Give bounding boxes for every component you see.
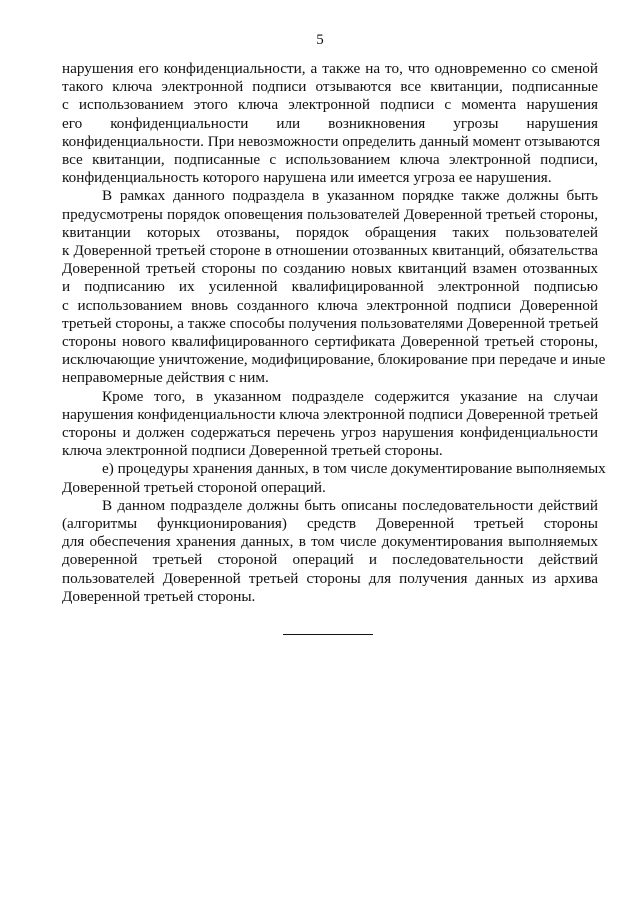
text-line: такого ключа электронной подписи отзываются все квитанции, подписанные bbox=[62, 78, 598, 96]
paragraph bbox=[62, 187, 606, 387]
text-line: предусмотрены порядок оповещения пользователей Доверенной третьей стороны, bbox=[62, 205, 598, 223]
text-line: пользователей Доверенной третьей стороны для получения данных из архива bbox=[62, 569, 598, 587]
document-body bbox=[62, 60, 606, 606]
text-line: квитанции которых отозваны, порядок обращения таких пользователей bbox=[62, 223, 598, 241]
text-line: (алгоритмы функционирования) средств Доверенной третьей стороны bbox=[62, 515, 598, 533]
paragraph bbox=[62, 388, 598, 461]
text-line: стороны нового квалифицированного сертификата Доверенной третьей стороны, bbox=[62, 333, 598, 351]
text-line: Доверенной третьей стороны. bbox=[62, 587, 256, 605]
text-line: с использованием этого ключа электронной подписи с момента нарушения bbox=[62, 96, 598, 114]
text-line: с использованием вновь созданного ключа электронной подписи Доверенной bbox=[62, 296, 598, 314]
text-line: е) процедуры хранения данных, в том числе документирование выполняемых bbox=[102, 460, 606, 478]
text-line: доверенной третьей стороной операций и последовательности действий bbox=[62, 551, 598, 569]
text-line: конфиденциальность которого нарушена или имеется угроза ее нарушения. bbox=[62, 169, 552, 187]
text-line: третьей стороны, а также способы получения пользователями Доверенной третьей bbox=[62, 314, 599, 332]
text-line: его конфиденциальности или возникновения угрозы нарушения bbox=[62, 114, 598, 132]
text-line: исключающие уничтожение, модифицирование, блокирование при передаче и иные bbox=[62, 351, 606, 369]
paragraph bbox=[62, 60, 601, 187]
page-number: 5 bbox=[316, 32, 324, 48]
text-line: конфиденциальности. При невозможности определить данный момент отзываются bbox=[62, 132, 601, 150]
text-line: все квитанции, подписанные с использованием ключа электронной подписи, bbox=[62, 151, 598, 169]
text-line: Доверенной третьей стороны по созданию новых квитанций взамен отозванных bbox=[62, 260, 598, 278]
text-line: для обеспечения хранения данных, в том числе документирования выполняемых bbox=[62, 533, 598, 551]
text-line: Кроме того, в указанном подразделе содержится указание на случаи bbox=[102, 387, 598, 405]
text-line: Доверенной третьей стороной операций. bbox=[62, 478, 326, 496]
paragraph bbox=[62, 460, 606, 496]
text-line: нарушения конфиденциальности ключа электронной подписи Доверенной третьей bbox=[62, 405, 599, 423]
text-line: нарушения его конфиденциальности, а также на то, что одновременно со сменой bbox=[62, 60, 598, 77]
footer-divider bbox=[283, 634, 373, 635]
paragraph bbox=[62, 497, 598, 606]
text-line: ключа электронной подписи Доверенной третьей стороны. bbox=[62, 442, 443, 460]
text-line: неправомерные действия с ним. bbox=[62, 369, 269, 387]
text-line: В рамках данного подраздела в указанном порядке также должны быть bbox=[102, 187, 598, 205]
text-line: к Доверенной третьей стороне в отношении отозванных квитанций, обязательства bbox=[62, 242, 598, 260]
text-line: В данном подразделе должны быть описаны последовательности действий bbox=[102, 496, 598, 514]
text-line: и подписанию их усиленной квалифицированной электронной подписью bbox=[62, 278, 598, 296]
text-line: стороны и должен содержаться перечень угроз нарушения конфиденциальности bbox=[62, 424, 598, 442]
